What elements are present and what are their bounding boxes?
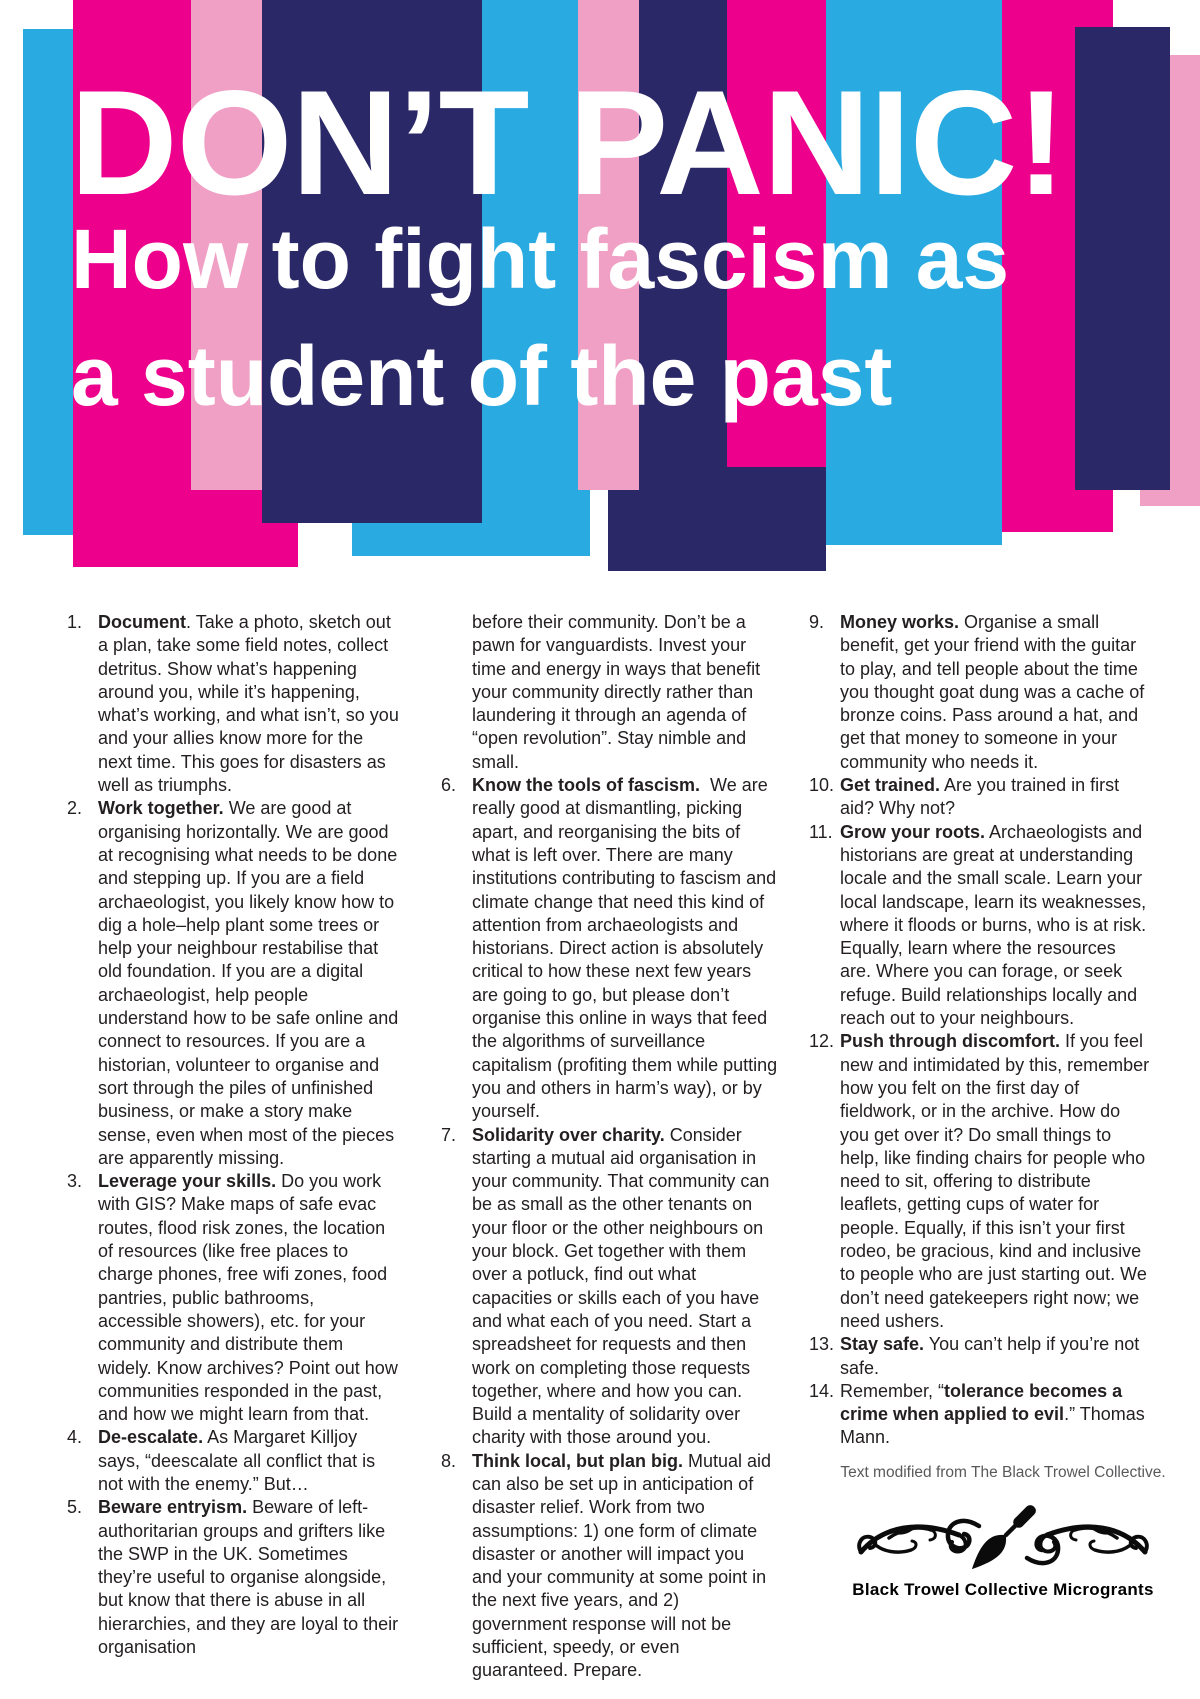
poster-title: DON’T PANIC! [70,59,1066,226]
item-number: 6. [441,775,457,796]
item-text: Get trained. Are you trained in first aid? Why not? [840,775,1120,819]
item-number: 7. [441,1124,457,1145]
list-item [67,1496,401,1659]
column-3 [809,611,1150,1450]
item-text: before their community. Don’t be a pawn for vanguardists. Invest your time and energy in ways that benefit your community directly rather than laundering it through an agenda of “open revolution”. Stay nimble and small. [472,612,761,772]
item-number: 1. [67,612,83,632]
column-2 [441,611,779,1683]
item-text: Push through discomfort. If you feel new and intimidated by this, remember how you felt on the first day of fieldwork, or in the archive. How do you get over it? Do small things to help, like finding chairs for people who need to sit, offering to distribute leaflets, getting cups of water for people. Equally, if this isn’t your first rodeo, be gracious, kind and inclusive to people who are just starting out. We don’t need gatekeepers right now; we need ushers. [840,1031,1150,1331]
list-item [441,611,779,774]
item-number: 11. [809,821,833,842]
item-text: Document. Take a photo, sketch out a plan, take some field notes, collect detritus. Show what’s happening around you, while it’s happening, what’s working, and what isn’t, so you and your allies know more for the next time. This goes for disasters as well as triumphs. [98,612,399,796]
trowel-with-flourishes-icon [855,1500,1151,1584]
list-item [809,1333,1150,1380]
item-number: 10. [809,775,835,796]
poster-subtitle-line2: a student of the past [71,329,893,423]
item-number: 14. [809,1380,835,1401]
list-item [67,1170,401,1426]
item-text: Know the tools of fascism. We are really good at dismantling, picking apart, and reorganising the bits of what is left over. There are many institutions contributing to fascism and climate change that need this kind of attention from archaeologists and historians. Direct action is absolutely critical to how these next few years are going to go, but please don’t organise this online in ways that feed the algorithms of surveillance capitalism (profiting them while putting you and others in harm’s way), or by yourself. [472,775,778,1122]
header-collage [0,0,1200,580]
list-item [67,1426,401,1496]
item-text: Leverage your skills. Do you work with GIS? Make maps of safe evac routes, flood risk zones, the location of resources (like free places to charge phones, free wifi zones, food pantries, public bathrooms, accessible showers), etc. for your community and distribute them widely. Know archives? Point out how communities responded in the past, and how we might learn from that. [98,1171,398,1425]
list-item [809,611,1150,774]
item-number: 12. [809,1031,835,1052]
item-text: Think local, but plan big. Mutual aid can also be set up in anticipation of disaster relief. Work from two assumptions: 1) one form of climate disaster or another will impact you and your community at some point in the next five years, and 2) government response will not be sufficient, speedy, or even guaranteed. Prepare. [472,1450,772,1681]
item-number: 8. [441,1450,457,1471]
header-stripe [1075,27,1170,490]
header-stripe [23,29,73,535]
item-text: De-escalate. As Margaret Killjoy says, “deescalate all conflict that is not with the enemy.” But… [98,1427,376,1494]
list-item [441,774,779,1123]
credit-line: Text modified from The Black Trowel Collective. [840,1464,1166,1481]
trowel-icon [965,1500,1040,1575]
list-item [441,1450,779,1683]
list-item [809,1030,1150,1333]
list-item [809,774,1150,821]
item-text: Beware entryism. Beware of left-authoritarian groups and grifters like the SWP in the UK. Sometimes they’re useful to organise alongside, but know that there is abuse in all hierarchies, and they are loyal to their organisation [98,1497,399,1658]
list-item [809,821,1150,1031]
list-item [67,797,401,1170]
item-number: 4. [67,1427,83,1448]
item-text: Remember, “tolerance becomes a crime when applied to evil.” Thomas Mann. [840,1380,1145,1448]
item-text: Solidarity over charity. Consider starting a mutual aid organisation in your community. That community can be as small as the other tenants on your floor or the other neighbours on your block. Get together with them over a potluck, find out what capacities or skills each of you have and what each of you need. Start a spreadsheet for requests and then work on completing those requests together, where and how you can. Build a mentality of solidarity over charity with those around you. [472,1124,770,1448]
item-number: 9. [809,612,825,632]
item-number: 2. [67,798,83,819]
item-text: Money works. Organise a small benefit, get your friend with the guitar to play, and tell people about the time you thought goat dung was a cache of bronze coins. Pass around a hat, and get that money to someone in your community who needs it. [840,612,1145,772]
list-item [441,1124,779,1450]
list-item [809,1380,1150,1450]
item-text: Grow your roots. Archaeologists and historians are great at understanding locale and the small scale. Learn your local landscape, learn its weaknesses, where it floods or burns, who is at risk. Equally, learn where the resources are. Where you can forage, or seek refuge. Build relationships locally and reach out to your neighbours. [840,821,1147,1029]
item-number: 5. [67,1497,83,1518]
column-1 [67,611,401,1659]
item-text: Work together. We are good at organising horizontally. We are good at recognising what needs to be done and stepping up. If you are a field archaeologist, you likely know how to dig a hole–help plant some trees or help your neighbour restabilise that old foundation. If you are a digital archaeologist, help people understand how to be safe online and connect to resources. If you are a historian, volunteer to organise and sort through the piles of unfinished business, or make a story make sense, even when most of the pieces are apparently missing. [98,798,399,1168]
poster-subtitle-line1: How to fight fascism as [71,212,1010,306]
item-number: 3. [67,1171,83,1192]
list-item [67,611,401,797]
logo-wordmark: Black Trowel Collective Microgrants [852,1580,1154,1599]
item-text: Stay safe. You can’t help if you’re not safe. [840,1334,1140,1378]
item-number: 13. [809,1334,835,1355]
